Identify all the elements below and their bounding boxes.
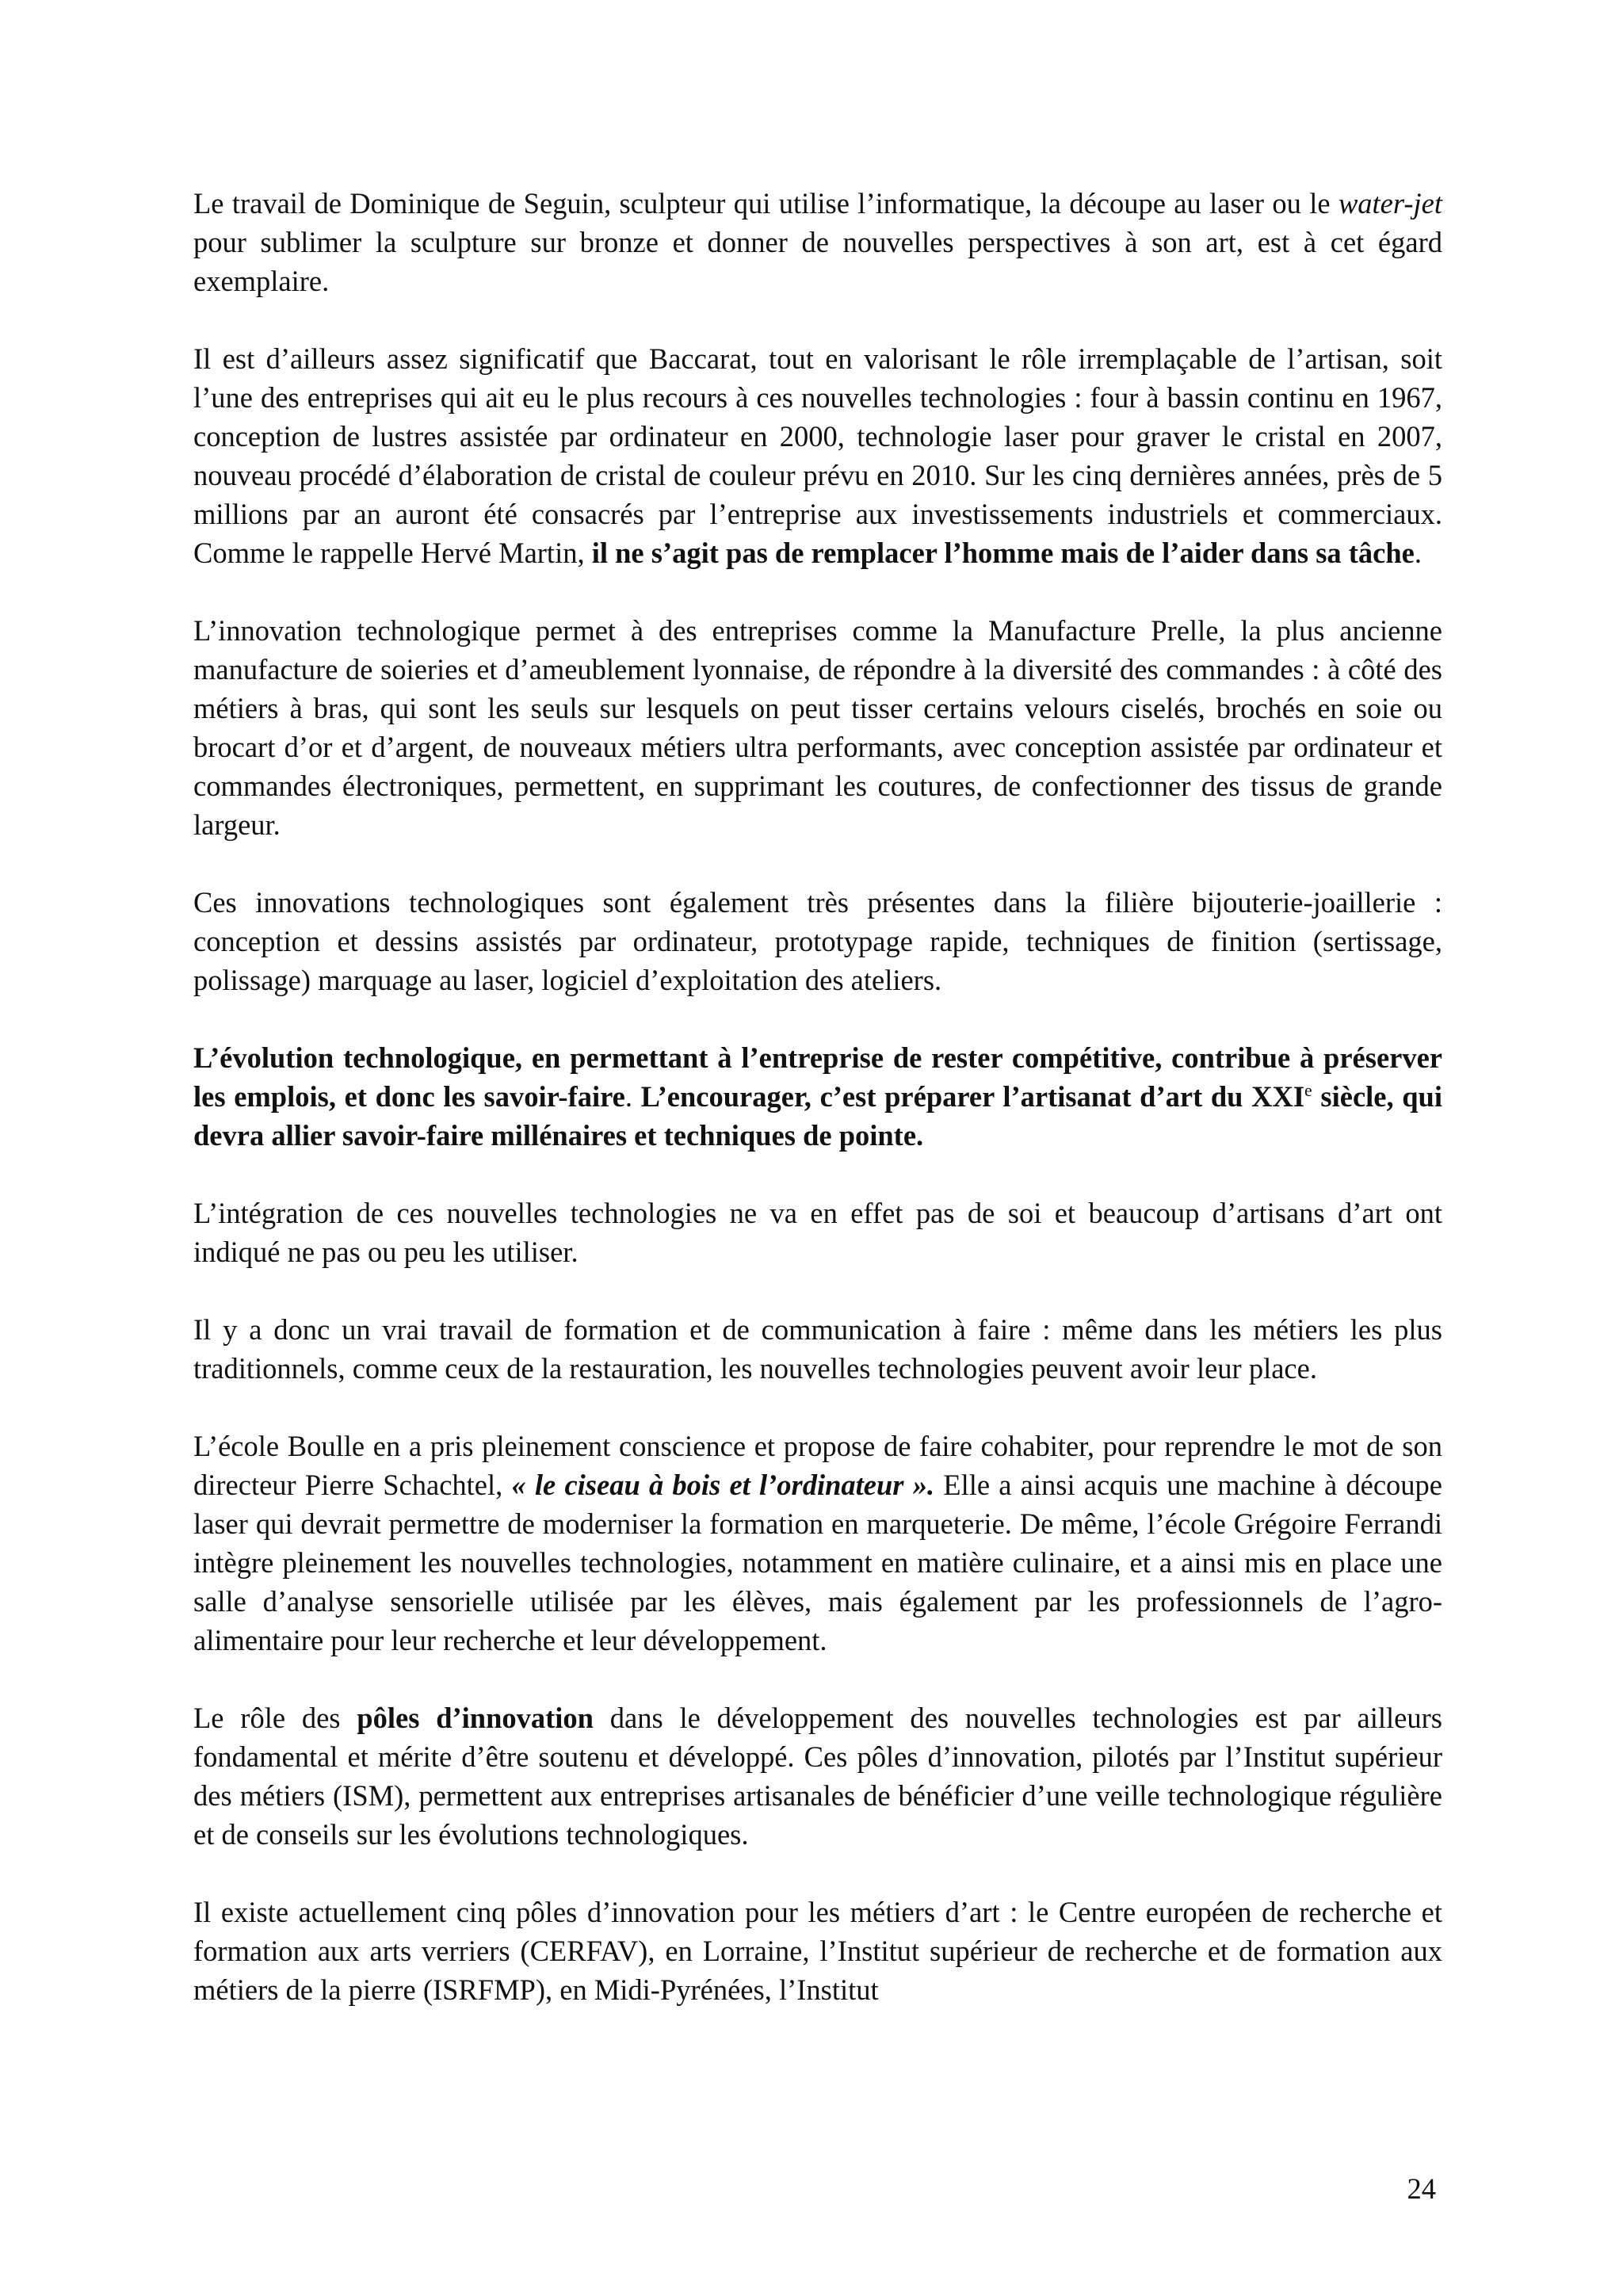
- paragraph-9-bold: pôles d’innovation: [357, 1702, 594, 1734]
- paragraph-3: L’innovation technologique permet à des entreprises comme la Manufacture Prelle, la plus ancienne manufacture de soieries et d’ameublement lyonnaise, de répondre à la diversité des commandes : à côté des métiers à bras, qui sont les seuls sur lesquels on peut tisser certains velours ciselés, brochés en soie ou brocart d’or et d’argent, de nouveaux métiers ultra performants, avec conception assistée par ordinateur et commandes électroniques, permettent, en supprimant les coutures, de confectionner des tissus de grande largeur.: [193, 614, 1442, 841]
- paragraph-5-superscript: e: [1304, 1079, 1312, 1100]
- paragraph-2: [193, 339, 1442, 572]
- paragraph-10: Il existe actuellement cinq pôles d’innovation pour les métiers d’art : le Centre européen de recherche et formation aux arts verriers (CERFAV), en Lorraine, l’Institut supérieur de recherche et de formation aux métiers de la pierre (ISRFMP), en Midi-Pyrénées, l’Institut: [193, 1896, 1442, 2006]
- paragraph-1-italic: water-jet: [1338, 187, 1442, 220]
- paragraph-7: Il y a donc un vrai travail de formation et de communication à faire : même dans les métiers les plus traditionnels, comme ceux de la restauration, les nouvelles technologies peuvent avoir leur place.: [193, 1313, 1442, 1385]
- paragraph-6: L’intégration de ces nouvelles technologies ne va en effet pas de soi et beaucoup d’artisans d’art ont indiqué ne pas ou peu les utiliser.: [193, 1197, 1442, 1268]
- paragraph-9: [193, 1698, 1442, 1854]
- paragraph-2-text-a: Il est d’ailleurs assez significatif que Baccarat, tout en valorisant le rôle irremplaçable de l’artisan, soit l’une des entreprises qui ait eu le plus recours à ces nouvelles technologies : four à bassin continu en 1967, conception de lustres assistée par ordinateur en 2000, technologie laser pour graver le cristal en 2007, nouveau procédé d’élaboration de cristal de couleur prévu en 2010. Sur les cinq dernières années, près de 5 millions par an auront été consacrés par l’entreprise aux investissements industriels et commerciaux. Comme le rappelle Hervé Martin,: [193, 342, 1442, 569]
- paragraph-5: [193, 1038, 1442, 1155]
- paragraph-9-text-c: dans le développement des nouvelles technologies est par ailleurs fondamental et mérite d’être soutenu et développé. Ces pôles d’innovation, pilotés par l’Institut supérieur des métiers (ISM), permettent aux entreprises artisanales de bénéficier d’une veille technologique régulière et de conseils sur les évolutions technologiques.: [193, 1702, 1442, 1851]
- paragraph-5-bold-c: L’encourager, c’est préparer l’artisanat d’art du XXI: [640, 1080, 1305, 1113]
- page-number: 24: [1407, 2172, 1436, 2205]
- paragraph-5-bold-e: siècle, qui devra allier savoir-faire millénaires et techniques de pointe.: [193, 1080, 1442, 1152]
- paragraph-1-text-a: Le travail de Dominique de Seguin, sculpteur qui utilise l’informatique, la découpe au laser ou le: [193, 187, 1338, 220]
- paragraph-2-bold: il ne s’agit pas de remplacer l’homme mais de l’aider dans sa tâche: [591, 537, 1415, 569]
- paragraph-5-bold-a: L’évolution technologique, en permettant à l’entreprise de rester compétitive, contribue à préserver les emplois, et donc les savoir-faire: [193, 1041, 1442, 1113]
- paragraph-9-text-a: Le rôle des: [193, 1702, 357, 1734]
- paragraph-1: [193, 184, 1442, 300]
- paragraph-8: [193, 1427, 1442, 1660]
- paragraph-8-text-c: Elle a ainsi acquis une machine à découpe laser qui devrait permettre de moderniser la formation en marqueterie. De même, l’école Grégoire Ferrandi intègre pleinement les nouvelles technologies, notamment en matière culinaire, et a ainsi mis en place une salle d’analyse sensorielle utilisée par les élèves, mais également par les professionnels de l’agro-alimentaire pour leur recherche et leur développement.: [193, 1469, 1442, 1656]
- paragraph-2-text-c: .: [1414, 537, 1423, 569]
- paragraph-8-quote: « le ciseau à bois et l’ordinateur ».: [511, 1469, 935, 1501]
- paragraph-8-text-a: L’école Boulle en a pris pleinement conscience et propose de faire cohabiter, pour reprendre le mot de son directeur Pierre Schachtel,: [193, 1430, 1442, 1501]
- document-body: [193, 184, 1442, 2009]
- paragraph-5-text-b: .: [624, 1080, 641, 1113]
- paragraph-1-text-c: pour sublimer la sculpture sur bronze et donner de nouvelles perspectives à son art, est à cet égard exemplaire.: [193, 226, 1442, 297]
- paragraph-4: Ces innovations technologiques sont également très présentes dans la filière bijouterie-joaillerie : conception et dessins assistés par ordinateur, prototypage rapide, techniques de finition (sertissage, polissage) marquage au laser, logiciel d’exploitation des ateliers.: [193, 886, 1442, 996]
